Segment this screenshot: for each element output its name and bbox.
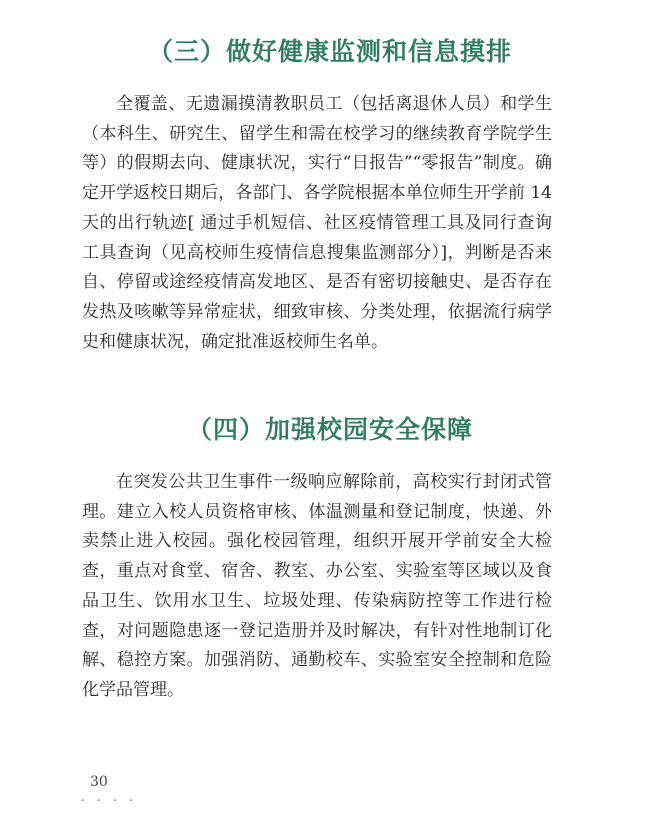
section-body-campus-safety: 在突发公共卫生事件一级响应解除前，高校实行封闭式管理。建立入校人员资格审核、体温测量和登记制度，快递、外卖禁止进入校园。强化校园管理，组织开展开学前安全大检查，重点对食堂、宿舍、教室、办公室、实验室等区域以及食品卫生、饮用水卫生、垃圾处理、传染病防控等工作进行检查，对问题隐患逐一登记造册并及时解决，有针对性地制订化解、稳控方案。加强消防、通勤校车、实验室安全控制和危险化学品管理。 bbox=[82, 472, 552, 700]
section-body-health-monitoring: 全覆盖、无遗漏摸清教职员工（包括离退休人员）和学生（本科生、研究生、留学生和需在校学习的继续教育学院学生等）的假期去向、健康状况，实行“日报告”“零报告”制度。确定开学返校日期后，各部门、各学院根据本单位师生开学前 14 天的出行轨迹[ 通过手机短信、社区疫情管理工具及同行查询工具查询（见高校师生疫情信息搜集监测部分）]，判断是否来自、停留或途经疫情高发地区、是否有密切接触史、是否存在发热及咳嗽等异常症状，细致审核、分类处理，依据流行病学史和健康状况，确定批准返校师生名单。 bbox=[82, 94, 552, 352]
footer-dash-decoration: - - - - bbox=[80, 795, 137, 806]
section-heading-health-monitoring: （三）做好健康监测和信息摸排 bbox=[147, 37, 512, 66]
page-number: 30 bbox=[90, 774, 108, 790]
section-heading-campus-safety: （四）加强校园安全保障 bbox=[186, 415, 473, 444]
page-footer bbox=[80, 773, 136, 807]
